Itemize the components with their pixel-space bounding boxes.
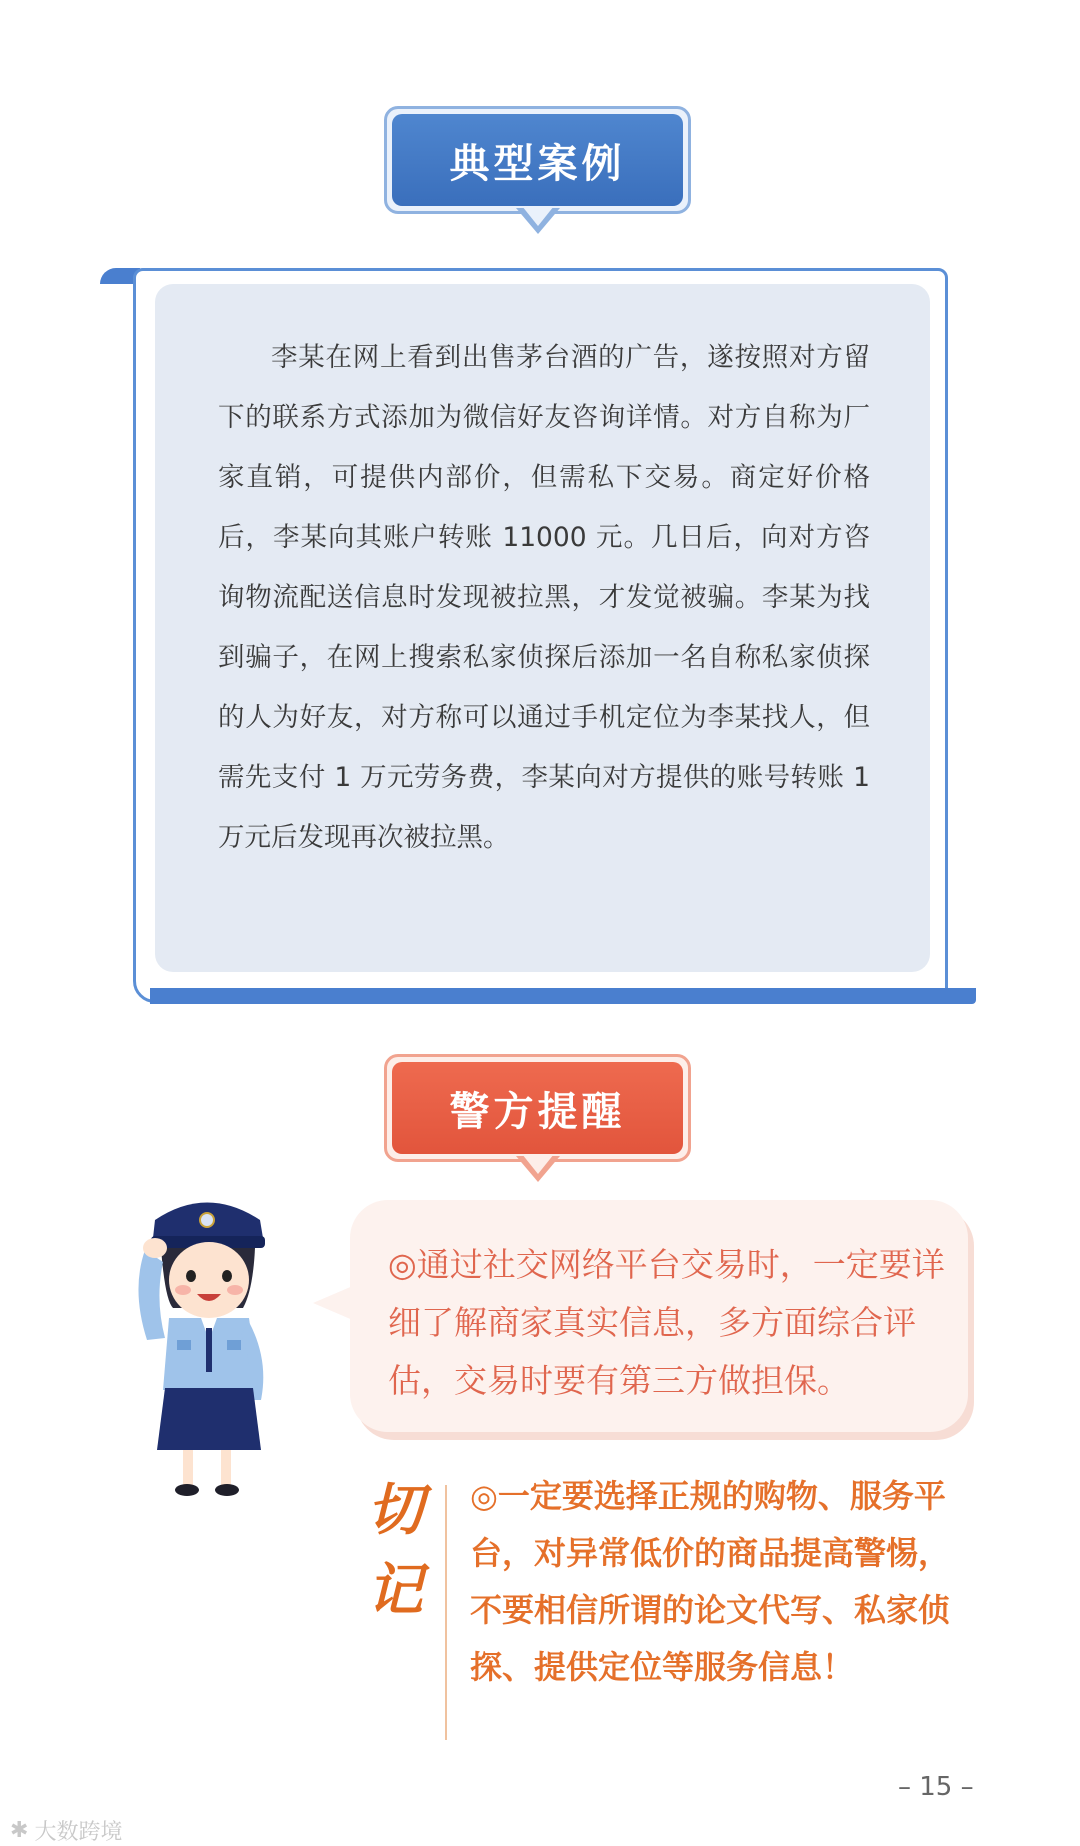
remember-label: 切记 [367, 1477, 423, 1623]
remember-text: ◎一定要选择正规的购物、服务平台，对异常低价的商品提高警惕，不要相信所谓的论文代写、私家侦探、提供定位等服务信息！ [470, 1477, 951, 1686]
police-officer-illustration [125, 1190, 290, 1500]
watermark-text: 大数跨境 [34, 1820, 123, 1845]
watermark-logo-icon: ✱ [10, 1818, 29, 1843]
page-number: – 15 – [898, 1772, 974, 1802]
case-description: 李某在网上看到出售茅台酒的广告，遂按照对方留下的联系方式添加为微信好友咨询详情。对方自称为厂家直销，可提供内部价，但需私下交易。商定好价格后，李某向其账户转账 11000 元。几日后，向对方咨询物流配送信息时发现被拉黑，才发觉被骗。李某为找到骗子，在网上搜索私家侦探后添加一名自称私家侦探的人为好友，对方称可以通过手机定位为李某找人，但需先支付 1 万元劳务费，李某向对方提供的账号转账 1 万元后发现再次被拉黑。 [218, 342, 870, 853]
case-scroll-bottom-bar [150, 988, 976, 1004]
remember-divider [445, 1485, 447, 1740]
speech-bubble-tail [313, 1285, 355, 1321]
case-heading-badge [390, 112, 685, 208]
case-heading-title: 典型案例 [392, 114, 683, 206]
reminder-bubble-text: ◎通过社交网络平台交易时，一定要详细了解商家真实信息，多方面综合评估，交易时要有第三方做担保。 [388, 1245, 945, 1400]
police-heading-title: 警方提醒 [392, 1062, 683, 1154]
police-heading-badge [390, 1060, 685, 1156]
watermark [10, 1815, 122, 1846]
